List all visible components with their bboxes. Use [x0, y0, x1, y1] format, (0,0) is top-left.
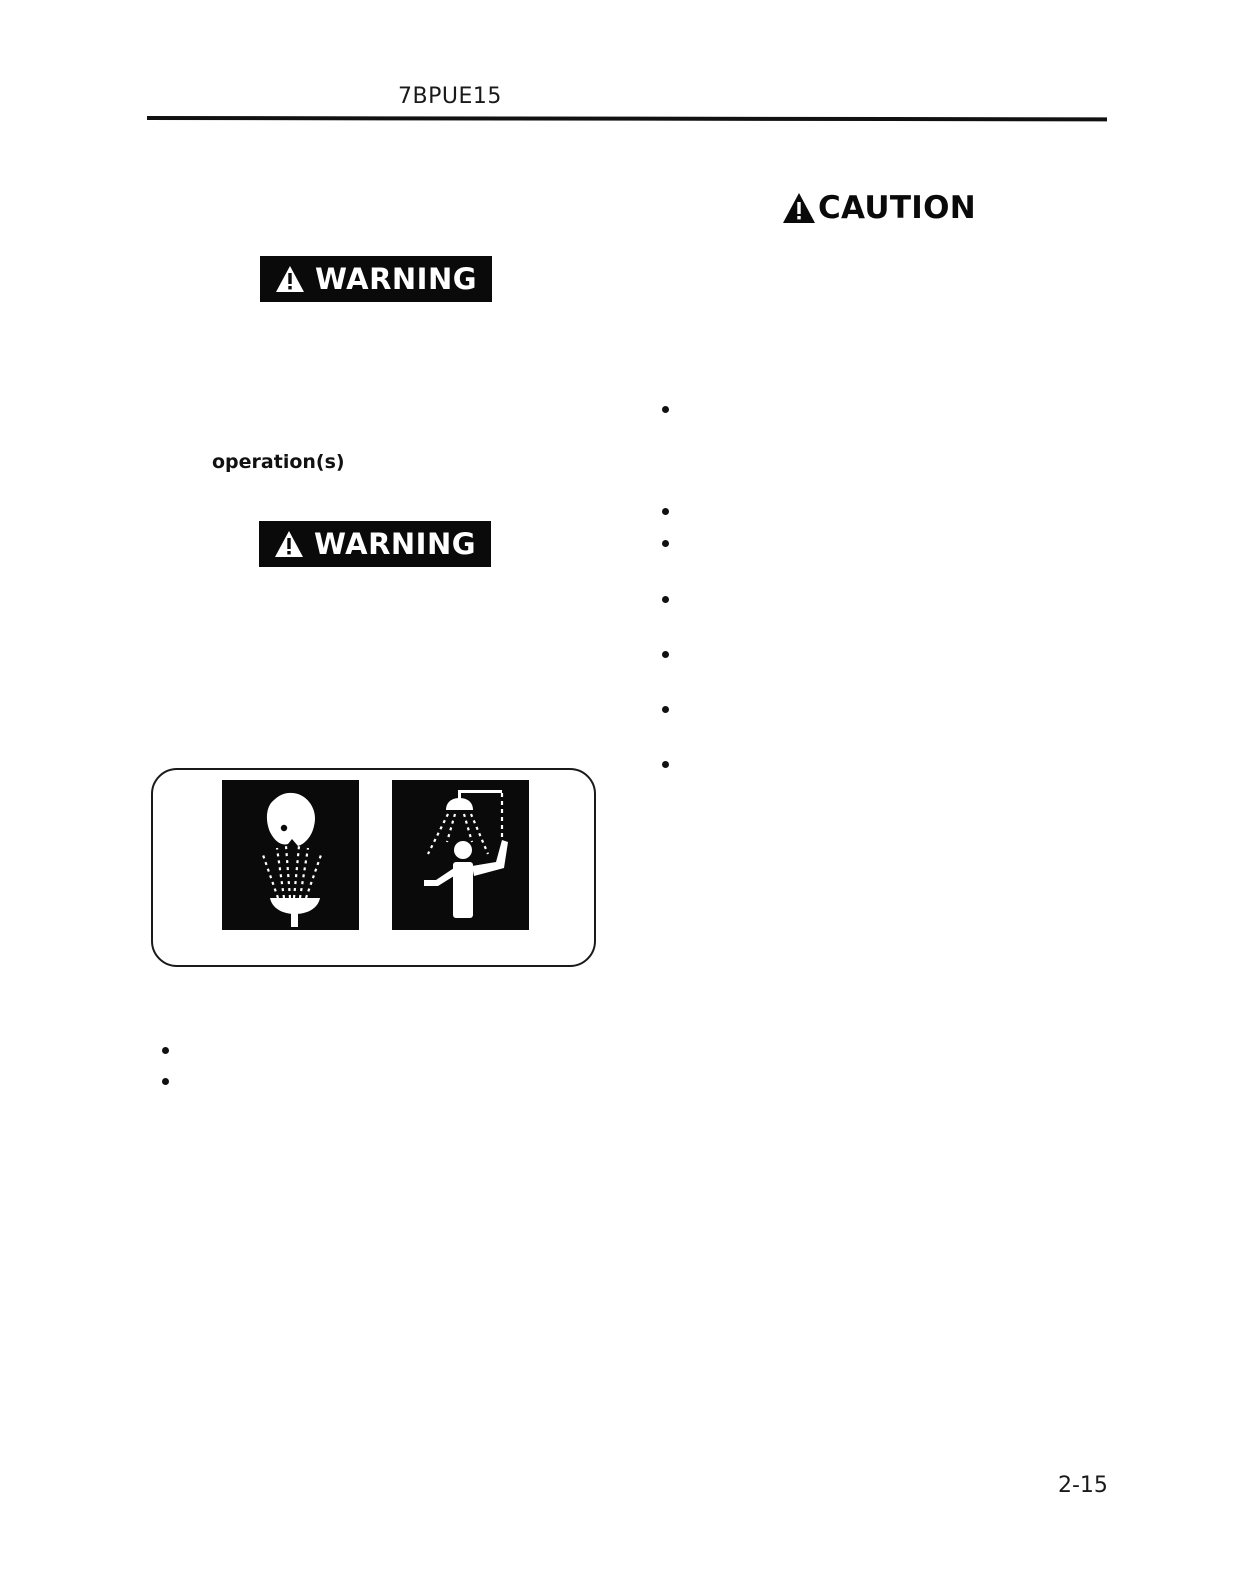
- bullet: [662, 706, 669, 713]
- bullet: [162, 1047, 169, 1054]
- bullet: [662, 761, 669, 768]
- page-number: 2-15: [1058, 1473, 1108, 1498]
- warning-label: [260, 256, 492, 302]
- eyewash-station-icon: [222, 780, 359, 930]
- bullet: [662, 651, 669, 658]
- caution-label: [782, 190, 976, 226]
- safety-shower-icon: [392, 780, 529, 930]
- bullet: [662, 406, 669, 413]
- bullet: [662, 508, 669, 515]
- caution-label-text: CAUTION: [818, 190, 977, 226]
- bullet: [662, 596, 669, 603]
- warning-triangle-icon: [274, 530, 304, 558]
- pictogram-frame: [151, 768, 596, 967]
- bullet: [662, 540, 669, 547]
- warning-label-2: [259, 521, 491, 567]
- warning-label-text: WARNING: [314, 262, 478, 296]
- bullet: [162, 1078, 169, 1085]
- warning-triangle-icon: [275, 265, 305, 293]
- operations-text: operation(s): [212, 451, 345, 473]
- caution-triangle-icon: [782, 191, 816, 225]
- warning-label-text: WARNING: [313, 527, 477, 561]
- document-code: 7BPUE15: [398, 84, 502, 109]
- header-rule: [147, 116, 1107, 121]
